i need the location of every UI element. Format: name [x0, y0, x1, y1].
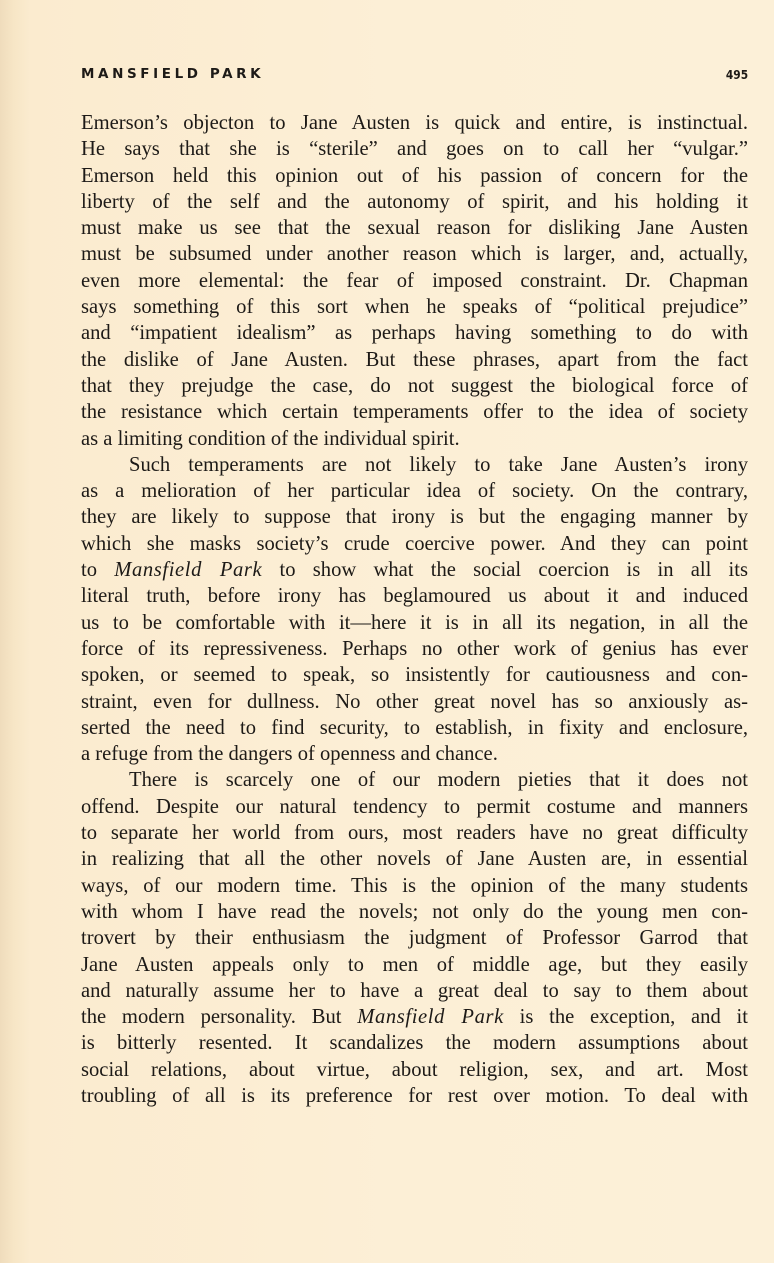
paragraph	[81, 767, 748, 1109]
text-line: to separate her world from ours, most readers have no great difficulty	[81, 822, 748, 845]
text-line: Emerson’s objecton to Jane Austen is quick and entire, is instinctual.	[81, 112, 748, 134]
running-title: MANSFIELD PARK	[81, 66, 265, 82]
text-line: says something of this sort when he speaks of “political prejudice”	[81, 296, 748, 319]
text-line: as a limiting condition of the individual spirit.	[81, 427, 460, 450]
text-line: must make us see that the sexual reason for disliking Jane Austen	[81, 217, 748, 240]
text-line: which she masks society’s crude coercive power. And they can point	[81, 532, 748, 555]
text-line: He says that she is “sterile” and goes on to call her “vulgar.”	[81, 138, 748, 161]
text-line: as a melioration of her particular idea of society. On the contrary,	[81, 480, 748, 503]
paragraph	[81, 110, 748, 452]
text-line: straint, even for dullness. No other great novel has so anxiously as-	[81, 690, 748, 713]
body-text	[81, 110, 748, 1109]
text-line: trovert by their enthusiasm the judgment of Professor Garrod that	[81, 927, 748, 950]
book-title-italic: Mansfield Park	[114, 559, 263, 582]
text-line: us to be comfortable with it—here it is in all its negation, in all the	[81, 611, 748, 634]
text-line: in realizing that all the other novels of Jane Austen are, in essential	[81, 848, 748, 871]
paragraph	[81, 452, 748, 768]
text-line: to Mansfield Park to show what the social coercion is in all its	[81, 559, 748, 582]
text-line: force of its repressiveness. Perhaps no other work of genius has ever	[81, 637, 748, 660]
text-line: spoken, or seemed to speak, so insistently for cautiousness and con-	[81, 664, 748, 687]
text-line: the dislike of Jane Austen. But these phrases, apart from the fact	[81, 348, 748, 371]
text-line: offend. Despite our natural tendency to permit costume and manners	[81, 795, 748, 818]
text-line: troubling of all is its preference for rest over motion. To deal with	[81, 1084, 748, 1107]
text-line: with whom I have read the novels; not only do the young men con-	[81, 900, 748, 923]
text-line: a refuge from the dangers of openness and chance.	[81, 743, 498, 766]
text-line: Jane Austen appeals only to men of middle age, but they easily	[81, 953, 748, 976]
running-head	[81, 66, 748, 86]
text-line: must be subsumed under another reason which is larger, and, actually,	[81, 243, 748, 266]
text-line: and “impatient idealism” as perhaps having something to do with	[81, 322, 748, 345]
text-line: literal truth, before irony has beglamoured us about it and induced	[81, 585, 748, 608]
page-number: 495	[725, 67, 748, 82]
text-line: even more elemental: the fear of imposed constraint. Dr. Chapman	[81, 269, 748, 292]
text-line: There is scarcely one of our modern pieties that it does not	[129, 769, 748, 792]
text-line: serted the need to find security, to establish, in fixity and enclosure,	[81, 716, 748, 739]
text-line: they are likely to suppose that irony is but the engaging manner by	[81, 506, 748, 529]
text-line: that they prejudge the case, do not suggest the biological force of	[81, 374, 748, 397]
text-line: Emerson held this opinion out of his passion of concern for the	[81, 164, 748, 187]
text-line: ways, of our modern time. This is the opinion of the many students	[81, 874, 748, 897]
book-title-italic: Mansfield Park	[357, 1006, 504, 1029]
text-line: social relations, about virtue, about religion, sex, and art. Most	[81, 1058, 748, 1081]
text-line: the modern personality. But Mansfield Park is the exception, and it	[81, 1006, 748, 1029]
text-line: and naturally assume her to have a great deal to say to them about	[81, 979, 748, 1002]
text-line: the resistance which certain temperaments offer to the idea of society	[81, 401, 748, 424]
text-line: Such temperaments are not likely to take Jane Austen’s irony	[129, 453, 748, 476]
text-line: is bitterly resented. It scandalizes the modern assumptions about	[81, 1032, 748, 1055]
text-line: liberty of the self and the autonomy of spirit, and his holding it	[81, 190, 748, 213]
